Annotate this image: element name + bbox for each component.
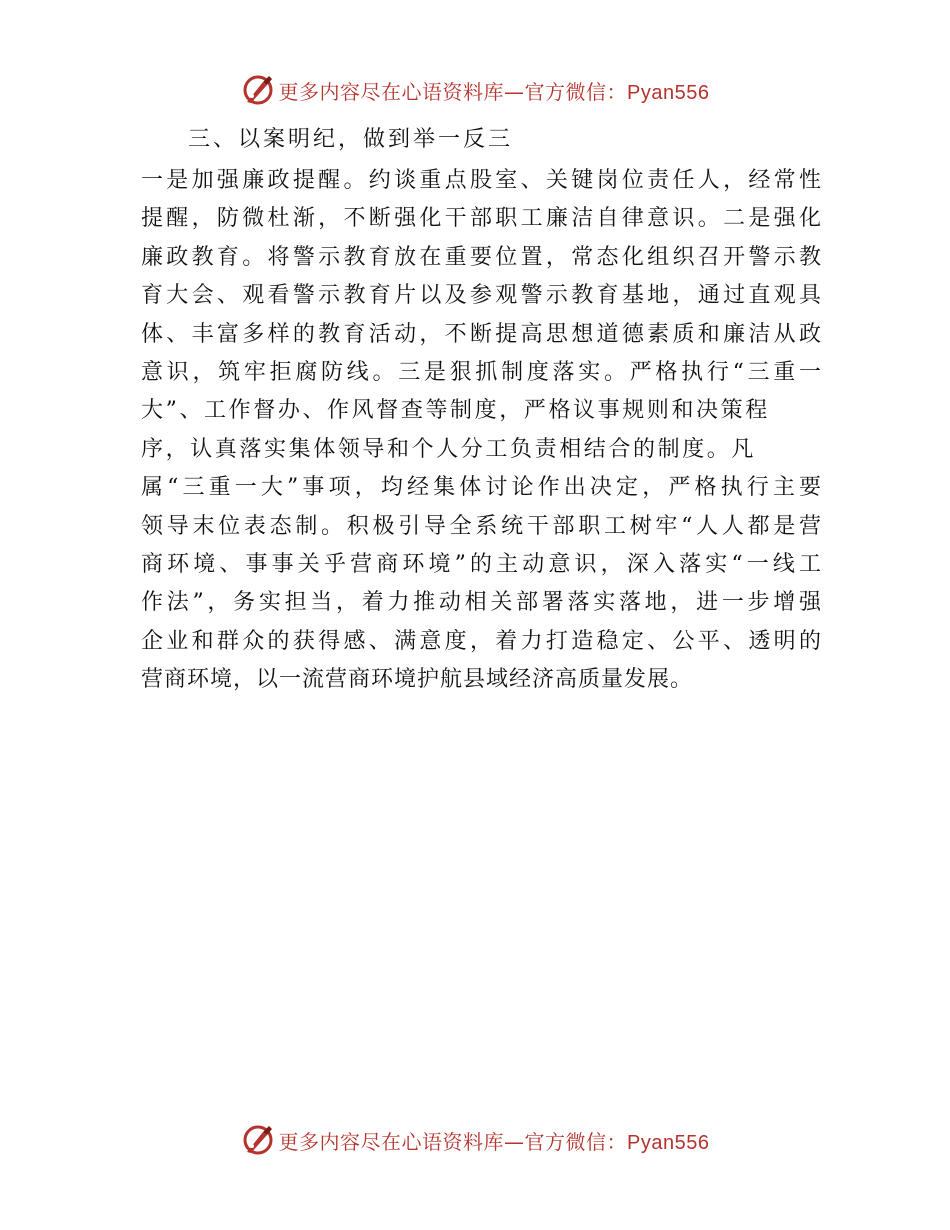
watermark-text: 更多内容尽在心语资料库—官方微信：Pyan556 bbox=[278, 1129, 710, 1154]
section-heading: 三、以案明纪，做到举一反三 bbox=[188, 127, 514, 152]
paragraph-line: 序，认真落实集体领导和个人分工负责相结合的制度。凡 bbox=[141, 436, 757, 462]
paragraph-line: 属“三重一大”事项，均经集体讨论作出决定，严格执行主要 bbox=[141, 475, 821, 501]
ink-pen-logo-icon bbox=[241, 73, 275, 107]
paragraph-line: 营商环境，以一流营商环境护航县域经济高质量发展。 bbox=[141, 667, 694, 693]
paragraph-line: 意识，筑牢拒腐防线。三是狠抓制度落实。严格执行“三重一 bbox=[141, 359, 821, 385]
paragraph-line: 领导末位表态制。积极引导全系统干部职工树牢“人人都是营 bbox=[141, 513, 821, 539]
paragraph-line: 体、丰富多样的教育活动，不断提高思想道德素质和廉洁从政 bbox=[141, 321, 821, 347]
paragraph-line: 育大会、观看警示教育片以及参观警示教育基地，通过直观具 bbox=[141, 283, 821, 309]
ink-pen-logo-icon bbox=[241, 1123, 275, 1157]
paragraph-line: 作法”，务实担当，着力推动相关部署落实落地，进一步增强 bbox=[141, 590, 821, 616]
paragraph-line: 企业和群众的获得感、满意度，着力打造稳定、公平、透明的 bbox=[141, 628, 821, 654]
paragraph-line: 商环境、事事关乎营商环境”的主动意识，深入落实“一线工 bbox=[141, 551, 821, 577]
paragraph-line: 一是加强廉政提醒。约谈重点股室、关键岗位责任人，经常性 bbox=[141, 168, 821, 193]
footer-watermark bbox=[0, 1120, 950, 1160]
paragraph-line: 提醒，防微杜渐，不断强化干部职工廉洁自律意识。二是强化 bbox=[141, 206, 821, 232]
header-watermark bbox=[0, 70, 950, 110]
body-paragraph bbox=[141, 162, 821, 699]
paragraph-line: 大”、工作督办、作风督查等制度，严格议事规则和决策程 bbox=[141, 398, 770, 424]
watermark-text: 更多内容尽在心语资料库—官方微信：Pyan556 bbox=[278, 79, 710, 104]
paragraph-line: 廉政教育。将警示教育放在重要位置，常态化组织召开警示教 bbox=[141, 244, 821, 270]
